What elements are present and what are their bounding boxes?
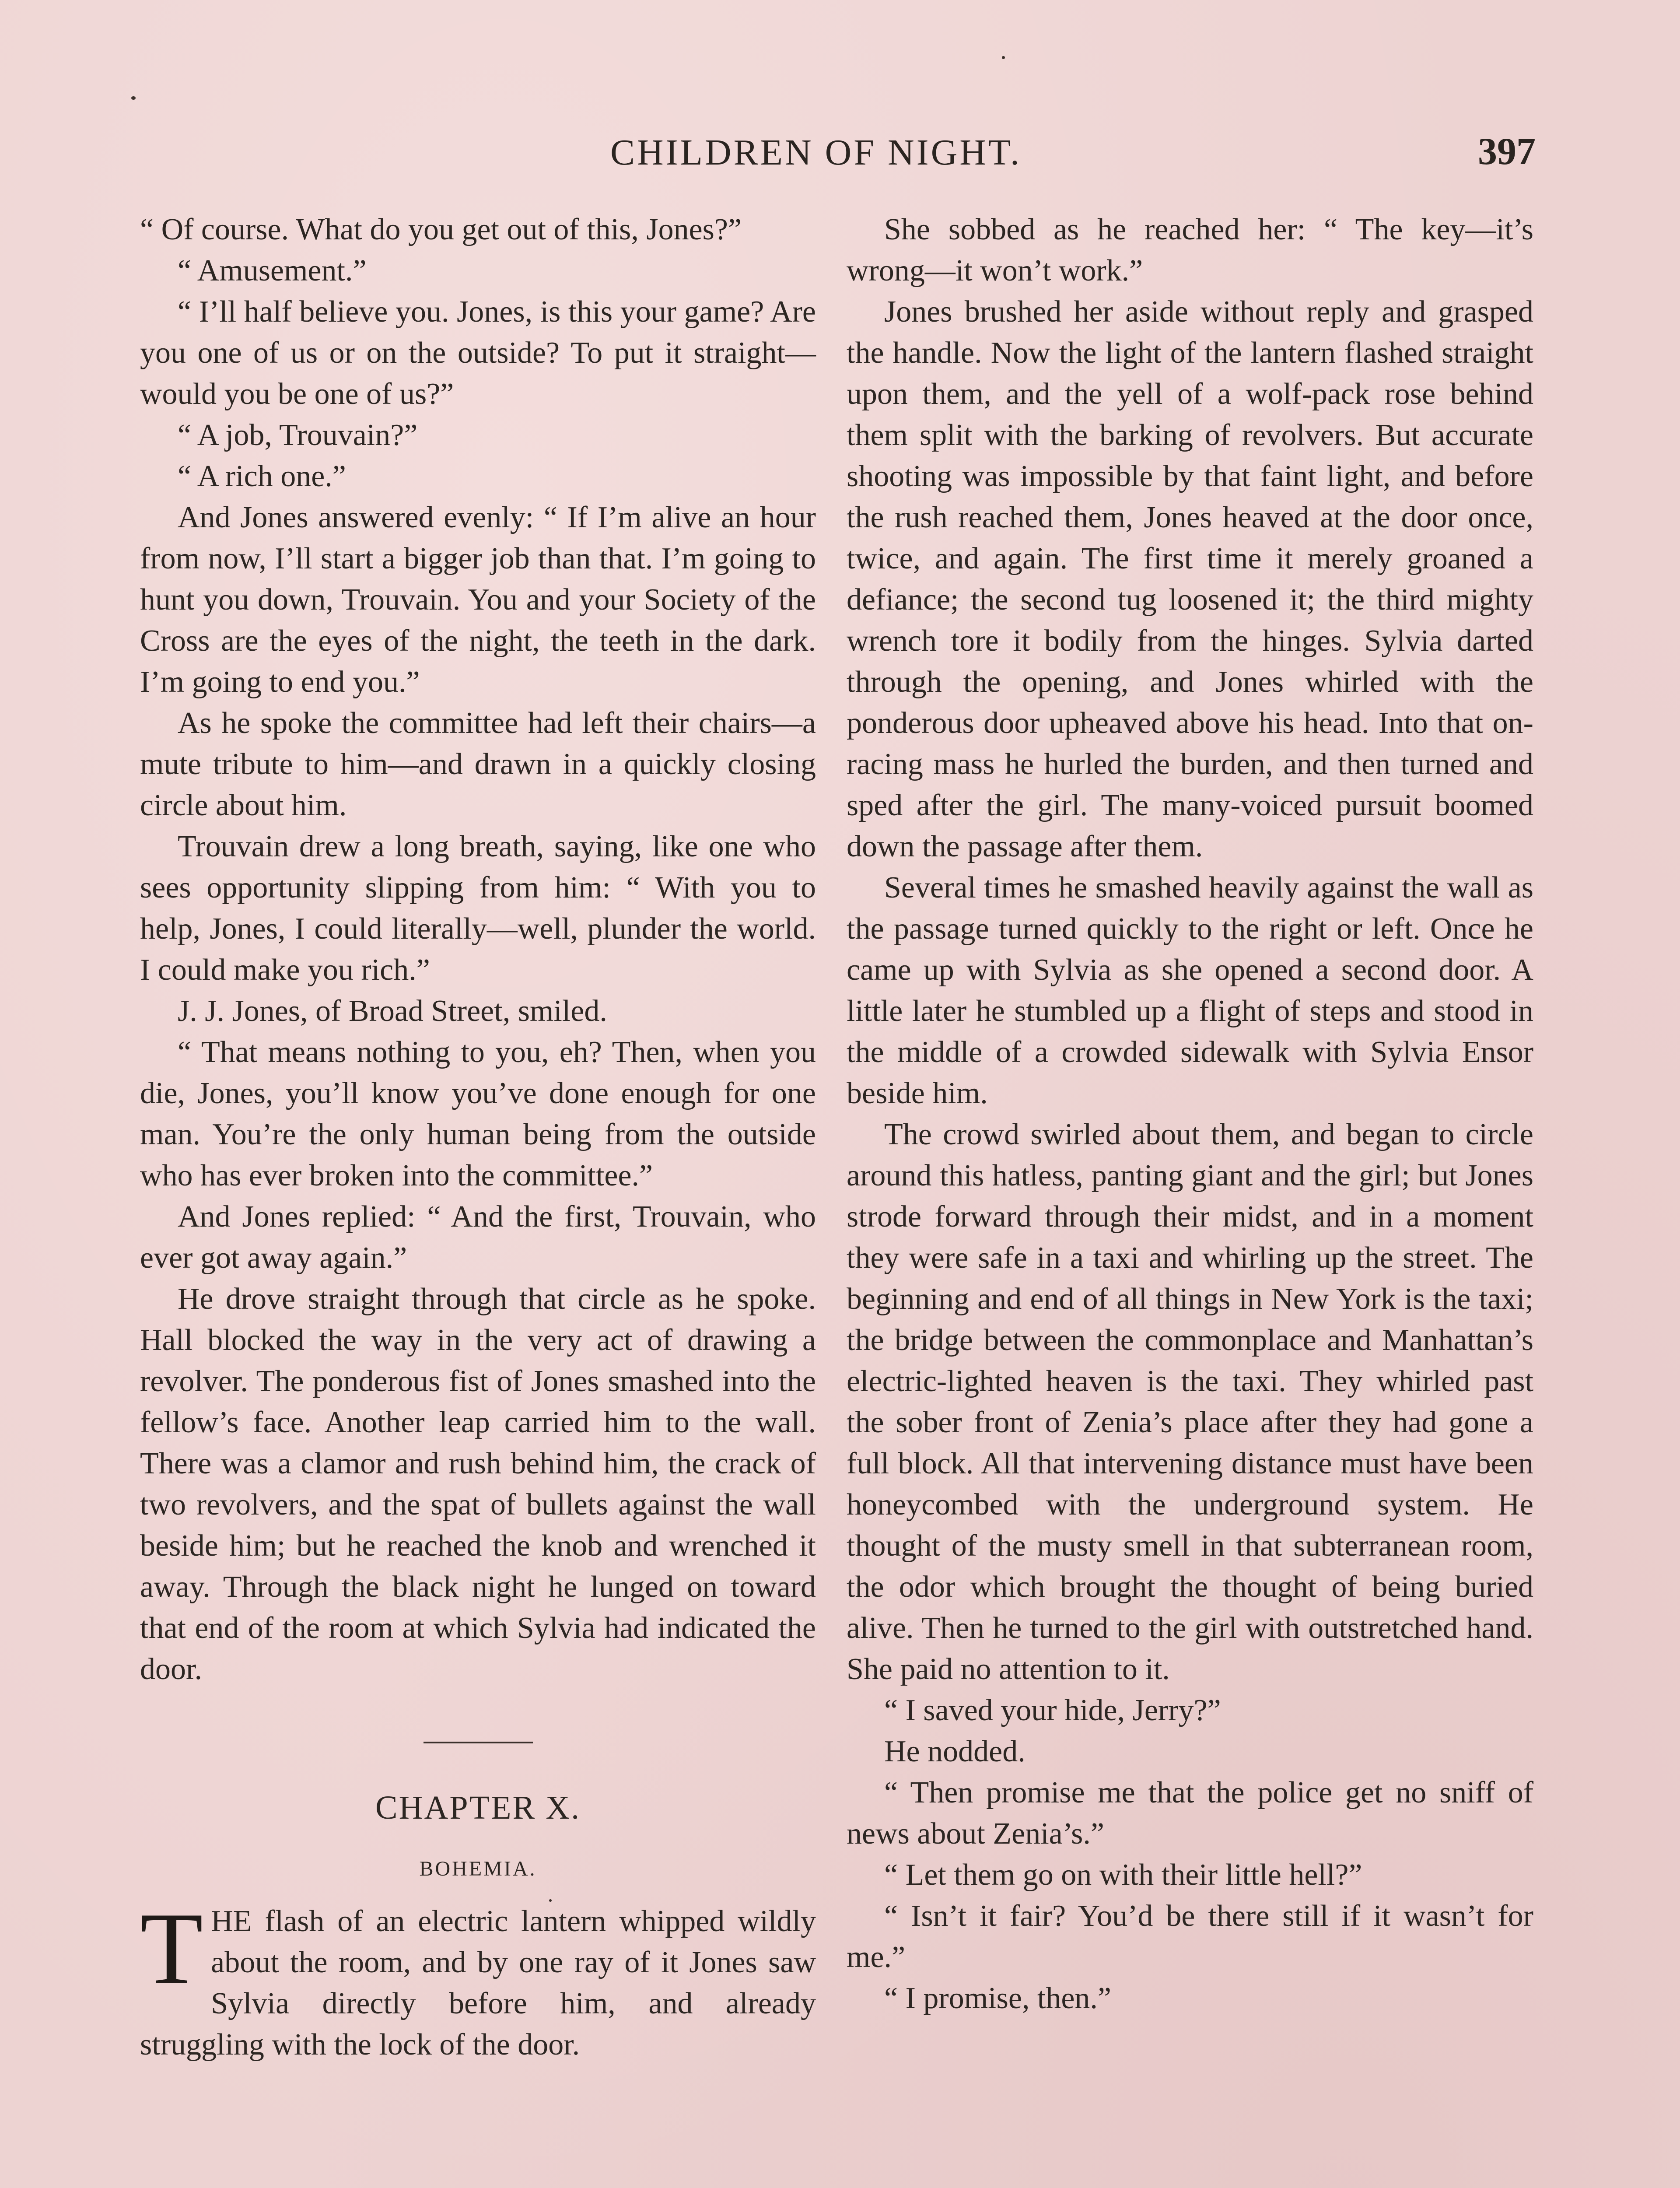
- paragraph: Trouvain drew a long breath, saying, like one who sees opportunity slipping from him: “ With you to help, Jones, I could literally—well, plunder the world. I could make you rich.”: [140, 830, 816, 987]
- ink-speck: [1002, 56, 1005, 59]
- paragraph: As he spoke the committee had left their chairs—a mute tribute to him—and drawn in a quickly closing circle about him.: [140, 706, 816, 822]
- paragraph: “ That means nothing to you, eh? Then, when you die, Jones, you’ll know you’ve done enough for one man. You’re the only human being from the outside who has ever broken into the committee.”: [140, 1035, 816, 1192]
- section-divider: [424, 1742, 533, 1743]
- paragraph: Jones brushed her aside without reply and grasped the handle. Now the light of the lantern flashed straight upon them, and the yell of a wolf-pack rose behind them split with the barking of revolvers. But accurate shooting was impossible by that faint light, and before the rush reached them, Jones heaved at the door once, twice, and again. The first time it merely groaned a defiance; the second tug loosened it; the third mighty wrench tore it bodily from the hinges. Sylvia darted through the opening, and Jones whirled with the ponderous door upheaved above his head. Into that on-racing mass he hurled the burden, and then turned and sped after the girl. The many-voiced pursuit boomed down the passage after them.: [847, 295, 1533, 863]
- paragraph: Several times he smashed heavily against the wall as the passage turned quickly to the right or left. Once he came up with Sylvia as she opened a second door. A little later he stumbled up a flight of steps and stood in the middle of a crowded sidewalk with Sylvia Ensor beside him.: [847, 871, 1533, 1110]
- paragraph: “ Then promise me that the police get no sniff of news about Zenia’s.”: [847, 1776, 1533, 1851]
- paragraph: “ I saved your hide, Jerry?”: [884, 1694, 1221, 1727]
- paragraph: “ Isn’t it fair? You’d be there still if it wasn’t for me.”: [847, 1899, 1533, 1974]
- left-column: [140, 209, 816, 2065]
- paragraph: She sobbed as he reached her: “ The key—it’s wrong—it won’t work.”: [847, 213, 1533, 288]
- running-title: CHILDREN OF NIGHT.: [610, 132, 1022, 173]
- paragraph: “ Let them go on with their little hell?”: [884, 1858, 1362, 1892]
- paragraph: “ A rich one.”: [178, 459, 346, 493]
- chapter-subtitle: BOHEMIA.: [419, 1857, 537, 1880]
- paragraph: The crowd swirled about them, and began to circle around this hatless, panting giant and the girl; but Jones strode forward through their midst, and in a moment they were safe in a taxi and whirling up the street. The beginning and end of all things in New York is the taxi; the bridge between the commonplace and Manhattan’s electric-lighted heaven is the taxi. They whirled past the sober front of Zenia’s place after they had gone a full block. All that intervening distance must have been honeycombed with the underground system. He thought of the musty smell in that subterranean room, the odor which brought the thought of being buried alive. Then he turned to the girl with outstretched hand. She paid no attention to it.: [847, 1118, 1533, 1686]
- right-column: [847, 209, 1533, 2019]
- page-number: 397: [1478, 130, 1536, 173]
- paragraph: And Jones replied: “ And the first, Trouvain, who ever got away again.”: [140, 1200, 816, 1275]
- chapter-opening-paragraph: [140, 1892, 816, 2065]
- chapter-title: CHAPTER X.: [375, 1789, 581, 1826]
- drop-cap: T: [140, 1892, 203, 2006]
- paragraph: J. J. Jones, of Broad Street, smiled.: [178, 994, 607, 1028]
- paragraph: “ I promise, then.”: [884, 1981, 1111, 2015]
- chapter-opening-text: HE flash of an electric lantern whipped wildly about the room, and by one ray of it Jones saw Sylvia directly before him, and already struggling with the lock of the door.: [140, 1904, 816, 2062]
- paragraph: “ I’ll half believe you. Jones, is this your game? Are you one of us or on the outside? To put it straight—would you be one of us?”: [140, 295, 816, 411]
- paragraph: He nodded.: [884, 1735, 1026, 1768]
- paragraph: He drove straight through that circle as he spoke. Hall blocked the way in the very act of drawing a revolver. The ponderous fist of Jones smashed into the fellow’s face. Another leap carried him to the wall. There was a clamor and rush behind him, the crack of two revolvers, and the spat of bullets against the wall beside him; but he reached the knob and wrenched it away. Through the black night he lunged on toward that end of the room at which Sylvia had indicated the door.: [140, 1282, 816, 1686]
- paragraph: And Jones answered evenly: “ If I’m alive an hour from now, I’ll start a bigger job than that. I’m going to hunt you down, Trouvain. You and your Society of the Cross are the eyes of the night, the teeth in the dark. I’m going to end you.”: [140, 501, 816, 699]
- ink-speck: [131, 96, 136, 100]
- paragraph: “ A job, Trouvain?”: [178, 418, 418, 452]
- paragraph: “ Amusement.”: [178, 254, 367, 288]
- paragraph: “ Of course. What do you get out of this, Jones?”: [140, 213, 742, 246]
